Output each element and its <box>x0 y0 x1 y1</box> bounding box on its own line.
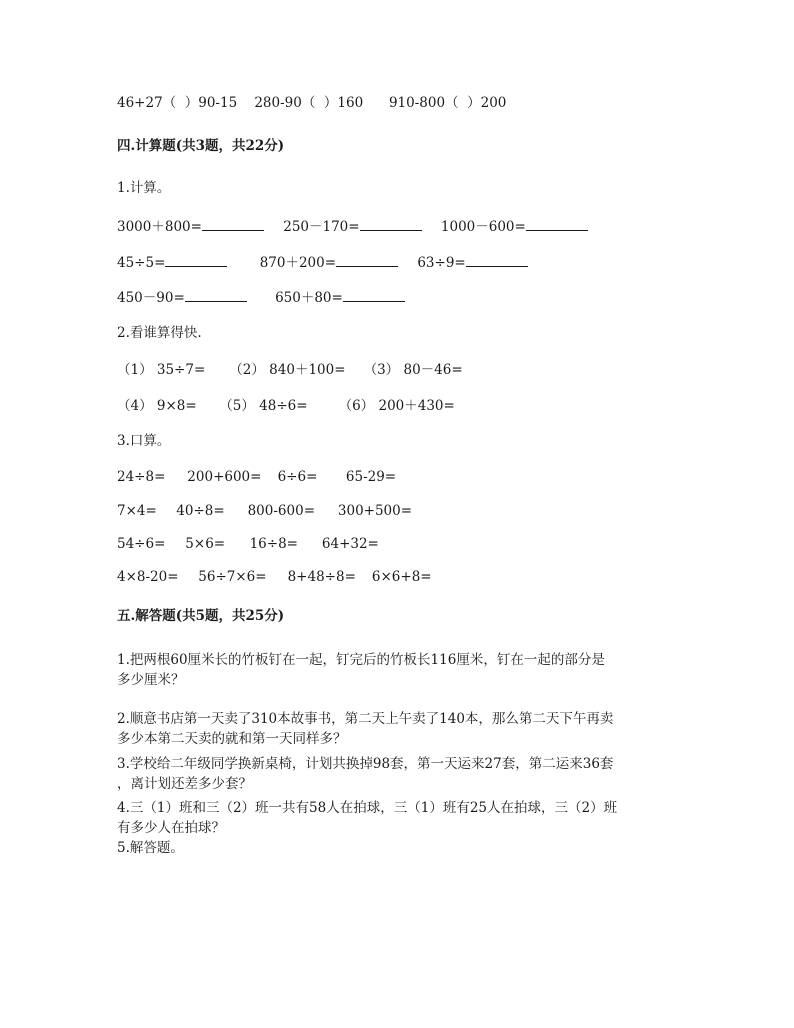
calc-expr: 3000＋800= <box>117 219 202 235</box>
calc-row-1 <box>117 217 588 236</box>
oral-calc-item: 24÷8= <box>117 469 166 485</box>
oral-calc-item: 300+500= <box>337 503 413 519</box>
answer-blank[interactable] <box>185 288 247 302</box>
question-4-3-title: 3.口算。 <box>117 433 171 449</box>
oral-calc-row-2 <box>117 502 412 520</box>
quick-calc-item: （1） 35÷7= <box>117 362 206 378</box>
answer-blank[interactable] <box>526 217 588 231</box>
section-4-title: 四.计算题(共3题，共22分) <box>117 138 285 154</box>
compare-line <box>117 94 506 112</box>
calc-expr: 1000－600= <box>440 219 526 235</box>
answer-blank[interactable] <box>360 217 422 231</box>
quick-calc-item: （5） 48÷6= <box>219 398 308 414</box>
compare-text: 46+27（ ）90-15 280-90（ ）160 910-800（ ）200 <box>117 95 507 111</box>
quick-calc-row-2 <box>117 397 455 415</box>
problem-text-line: 4.三（1）班和三（2）班一共有58人在拍球，三（1）班有25人在拍球，三（2）班 <box>117 800 618 816</box>
quick-calc-item: （2） 840＋100= <box>229 362 346 378</box>
oral-calc-row-3 <box>117 535 379 553</box>
oral-calc-item: 800-600= <box>247 503 316 519</box>
problem-text-line: ，离计划还差多少套？ <box>117 776 252 792</box>
question-4-1-title: 1.计算。 <box>117 180 171 196</box>
problem-text-line: 有多少人在拍球？ <box>117 820 225 836</box>
oral-calc-item: 7×4= <box>117 503 157 519</box>
quick-calc-row-1 <box>117 361 463 379</box>
oral-calc-row-4 <box>117 568 432 586</box>
oral-calc-item: 200+600= <box>187 469 262 485</box>
calc-expr: 870＋200= <box>259 255 337 271</box>
quick-calc-item: （3） 80－46= <box>363 362 463 378</box>
calc-expr: 45÷5= <box>117 255 166 271</box>
answer-blank[interactable] <box>165 253 227 267</box>
calc-row-2 <box>117 253 528 272</box>
oral-calc-item: 40÷8= <box>176 503 225 519</box>
oral-calc-item: 56÷7×6= <box>198 569 267 585</box>
problem-5-4 <box>117 798 617 838</box>
oral-calc-item: 6÷6= <box>277 469 318 485</box>
oral-calc-item: 16÷8= <box>249 536 298 552</box>
calc-expr: 450－90= <box>117 290 185 306</box>
question-4-2-title: 2.看谁算得快. <box>117 325 202 341</box>
problem-text-line: 1.把两根60厘米长的竹板钉在一起，钉完后的竹板长116厘米，钉在一起的部分是 <box>117 652 605 668</box>
oral-calc-item: 65-29= <box>345 469 397 485</box>
problem-text-line: 多少本第二天卖的就和第一天同样多？ <box>117 731 347 747</box>
quick-calc-item: （4） 9×8= <box>117 398 197 414</box>
problem-5-1 <box>117 650 605 690</box>
oral-calc-item: 64+32= <box>321 536 379 552</box>
answer-blank[interactable] <box>343 288 405 302</box>
oral-calc-item: 54÷6= <box>117 536 166 552</box>
problem-text-line: 多少厘米？ <box>117 672 185 688</box>
problem-5-5: 5.解答题。 <box>117 840 184 856</box>
oral-calc-row-1 <box>117 468 396 486</box>
quick-calc-item: （6） 200＋430= <box>338 398 455 414</box>
problem-5-3 <box>117 754 613 794</box>
calc-expr: 650＋80= <box>275 290 343 306</box>
problem-text-line: 2.顺意书店第一天卖了310本故事书，第二天上午卖了140本，那么第二天下午再卖 <box>117 711 614 727</box>
answer-blank[interactable] <box>202 217 264 231</box>
calc-row-3 <box>117 288 405 307</box>
answer-blank[interactable] <box>336 253 398 267</box>
oral-calc-item: 8+48÷8= <box>287 569 356 585</box>
answer-blank[interactable] <box>466 253 528 267</box>
oral-calc-item: 6×6+8= <box>371 569 432 585</box>
oral-calc-item: 5×6= <box>185 536 226 552</box>
problem-text-line: 3.学校给二年级同学换新桌椅，计划共换掉98套，第一天运来27套，第二运来36套 <box>117 756 614 772</box>
section-5-title: 五.解答题(共5题，共25分) <box>117 608 285 624</box>
oral-calc-item: 4×8-20= <box>117 569 179 585</box>
calc-expr: 250－170= <box>283 219 360 235</box>
calc-expr: 63÷9= <box>417 255 466 271</box>
problem-5-2 <box>117 709 613 749</box>
